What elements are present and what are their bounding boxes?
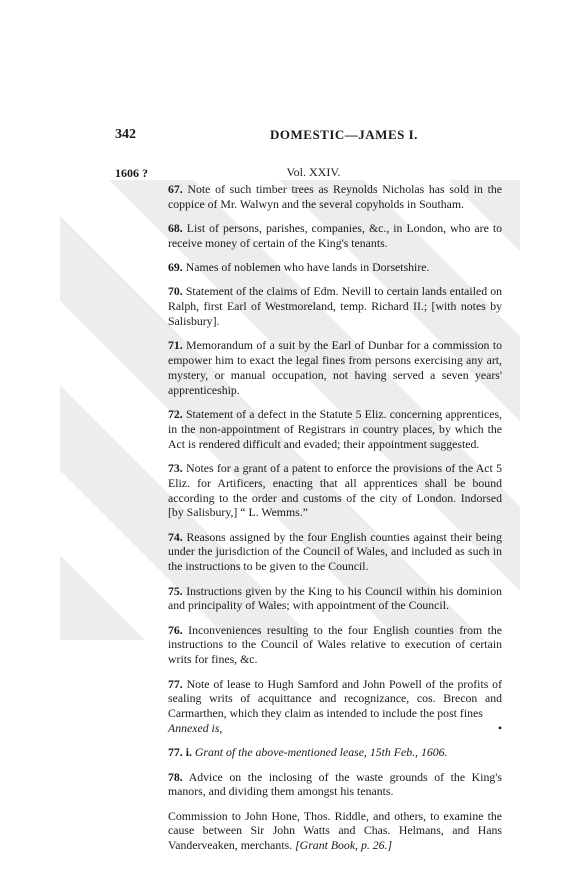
grant-book-ref: [Grant Book, p. 26.] [295, 838, 393, 853]
running-head: DOMESTIC—JAMES I. [270, 127, 418, 142]
volume-label: Vol. XXIV. [286, 165, 341, 179]
entry-78: 78. Advice on the inclosing of the waste grounds of the King's manors, and dividing them amongst his tenants. [168, 769, 502, 799]
entry-67: 67. Note of such timber trees as Reynolds Nicholas has sold in the coppice of Mr. Walwyn and the several copyholds in Southam. [168, 182, 502, 211]
entry-75: 75. Instructions given by the King to his Council within his dominion and principality of Wales; with appointment of the Council. [168, 583, 502, 613]
entry-76: 76. Inconveniences resulting to the four English counties from the instructions to the Council of Wales relative to execution of certain writs for fines, &c. [168, 622, 502, 667]
entry-commission: Commission to John Hone, Thos. Riddle, and others, to examine the cause between Sir John Watts and Chas. Helmans, and Hans Vanderveaken, merchants. [Grant Book, p. 26.] [168, 808, 502, 853]
entry-72: 72. Statement of a defect in the Statute 5 Eliz. concerning apprentices, in the non-appointment of Registrars in country places, by which the Act is rendered difficult and evaded; their appointment suggested. [168, 407, 503, 451]
volume-heading [0, 165, 567, 180]
entry-70: 70. Statement of the claims of Edm. Nevill to certain lands entailed on Ralph, first Earl of Westmoreland, temp. Richard II.; [with notes by Salisbury]. [168, 284, 503, 329]
dot-mark: • [497, 720, 502, 735]
entry-74: 74. Reasons assigned by the four English counties against their being under the jurisdiction of the Council of Wales, and included as such in the instructions to be given to the Council. [168, 529, 502, 574]
entry-71: 71. Memorandum of a suit by the Earl of Dunbar for a commission to empower him to exact the legal fines from persons exercising any art, mystery, or manual occupation, not having served a seven years' apprenticeship. [168, 338, 502, 397]
annex-note: Annexed is, [168, 720, 223, 735]
page-header [0, 127, 567, 143]
entry-69: 69. Names of noblemen who have lands in Dorsetshire. [168, 260, 430, 275]
entry-68: 68. List of persons, parishes, companies, &c., in London, who are to receive money of certain of the King's tenants. [168, 221, 502, 250]
page-number: 342 [115, 127, 136, 142]
side-date: 1606 ? [115, 166, 148, 180]
entry-77: 77. Note of lease to Hugh Samford and John Powell of the profits of sealing writs of acquittance and recognizance, cos. Brecon and Carmarthen, which they claim as intended to include the post fines Annexed is, • [168, 676, 502, 735]
entry-77-i: 77. i. Grant of the above-mentioned lease, 15th Feb., 1606. [168, 745, 448, 760]
entry-73: 73. Notes for a grant of a patent to enforce the provisions of the Act 5 Eliz. for Artificers, enacting that all apprentices shall be bound according to the order and customs of the city of London. Indorsed [by Salisbury,] “ L. Wemms.” [168, 460, 503, 520]
calendar-entries [168, 182, 502, 862]
